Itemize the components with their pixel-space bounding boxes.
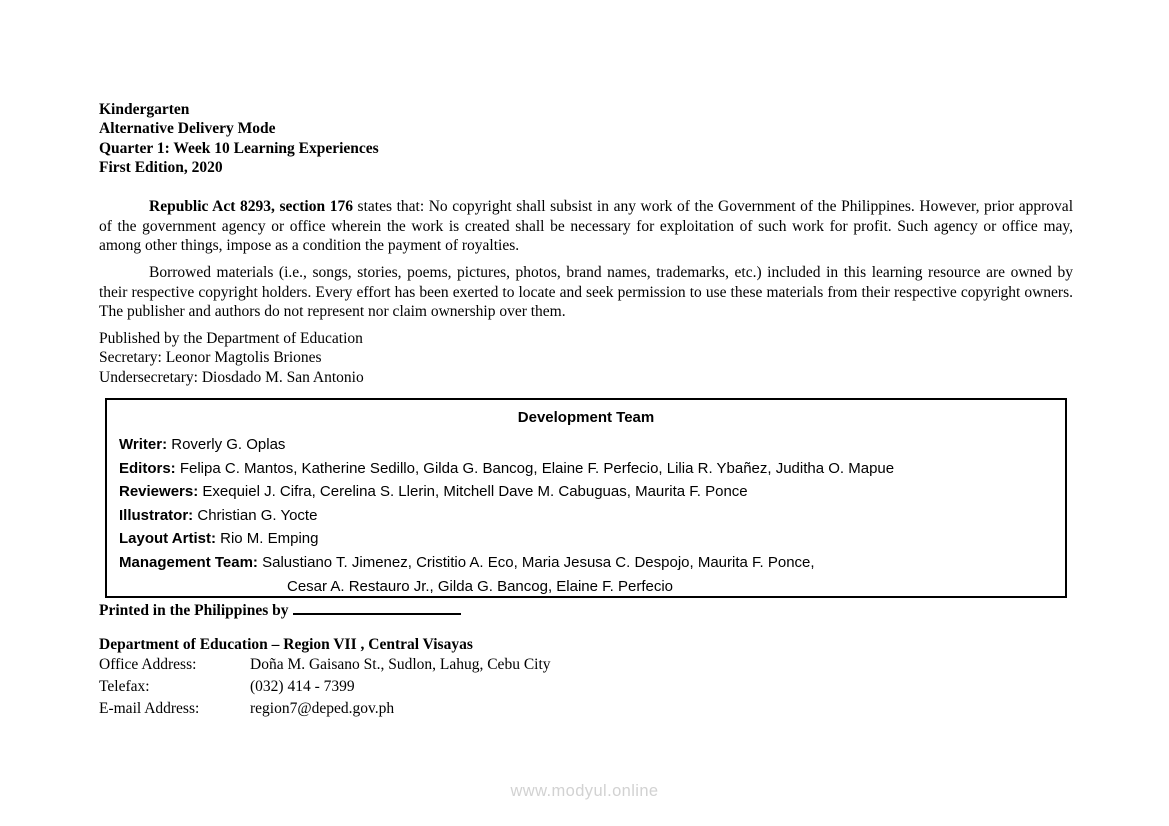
- editors-value: Felipa C. Mantos, Katherine Sedillo, Gilda G. Bancog, Elaine F. Perfecio, Lilia R. Ybañez, Juditha O. Mapue: [179, 459, 895, 477]
- copyright-paragraph-body: states that: No copyright shall subsist in any work of the Government of the Philippines. However, prior approval of the government agency or office wherein the work is created shall be necessary for exploitation of such work for profit. Such agency or office may, among other things, impose as a condition the payment of royalties.: [99, 198, 1073, 255]
- printer-blank-line: [293, 600, 461, 615]
- printed-in-philippines-line: [99, 600, 461, 620]
- telefax-value: (032) 414 - 7399: [250, 678, 355, 695]
- reviewers-value: Exequiel J. Cifra, Cerelina S. Llerin, Mitchell Dave M. Cabuguas, Maurita F. Ponce: [202, 483, 748, 501]
- management-team-row: [119, 551, 1053, 575]
- management-team-value: Salustiano T. Jimenez, Cristitio A. Eco, Maria Jesusa C. Despojo, Maurita F. Ponce,: [262, 553, 815, 571]
- management-team-label: Management Team:: [119, 553, 258, 571]
- quarter-title: Quarter 1: Week 10 Learning Experiences: [99, 139, 379, 157]
- delivery-mode: Alternative Delivery Mode: [99, 120, 276, 138]
- development-team-title: Development Team: [517, 409, 655, 426]
- writer-value: Roverly G. Oplas: [171, 436, 286, 453]
- email-address-label: E-mail Address:: [99, 700, 200, 717]
- writer-row: [119, 433, 1053, 457]
- email-address-row: [99, 700, 394, 718]
- undersecretary-line: Undersecretary: Diosdado M. San Antonio: [99, 368, 364, 386]
- copyright-act-reference: Republic Act 8293, section 176: [149, 198, 353, 215]
- management-team-continuation: Cesar A. Restauro Jr., Gilda G. Bancog, Elaine F. Perfecio: [287, 577, 674, 595]
- editors-label: Editors:: [119, 459, 176, 477]
- office-address-row: [99, 656, 551, 674]
- office-address-label: Office Address:: [99, 656, 197, 673]
- layout-artist-value: Rio M. Emping: [220, 530, 319, 548]
- printed-label: Printed in the Philippines by: [99, 602, 289, 619]
- borrowed-materials-paragraph: Borrowed materials (i.e., songs, stories, poems, pictures, photos, brand names, trademarks, etc.) included in this learning resource are owned by their respective copyright holders. Every effort has been exerted to locate and seek permission to use these materials from their respective copyright owners. The publisher and authors do not represent nor claim ownership over them.: [99, 264, 1073, 321]
- illustrator-value: Christian G. Yocte: [197, 506, 318, 524]
- secretary-line: Secretary: Leonor Magtolis Briones: [99, 349, 322, 367]
- grade-level: Kindergarten: [99, 101, 190, 118]
- office-address-value: Doña M. Gaisano St., Sudlon, Lahug, Cebu City: [250, 656, 551, 673]
- writer-label: Writer:: [119, 436, 168, 453]
- layout-artist-label: Layout Artist:: [119, 530, 216, 548]
- edition: First Edition, 2020: [99, 158, 223, 176]
- telefax-label: Telefax:: [99, 678, 150, 695]
- reviewers-row: [119, 480, 1053, 504]
- publisher-block: [99, 329, 364, 387]
- email-address-value: region7@deped.gov.ph: [250, 700, 395, 717]
- published-by-line: Published by the Department of Education: [99, 330, 363, 347]
- development-team-box: [105, 398, 1067, 598]
- editors-row: [119, 457, 1053, 481]
- illustrator-row: [119, 504, 1053, 528]
- reviewers-label: Reviewers:: [119, 483, 199, 501]
- region-office-heading: Department of Education – Region VII , Central Visayas: [99, 636, 473, 653]
- copyright-paragraph: [99, 197, 1073, 256]
- telefax-row: [99, 678, 355, 696]
- layout-artist-row: [119, 527, 1053, 551]
- site-watermark: www.modyul.online: [510, 782, 659, 800]
- illustrator-label: Illustrator:: [119, 506, 194, 524]
- edition-header: [99, 100, 379, 177]
